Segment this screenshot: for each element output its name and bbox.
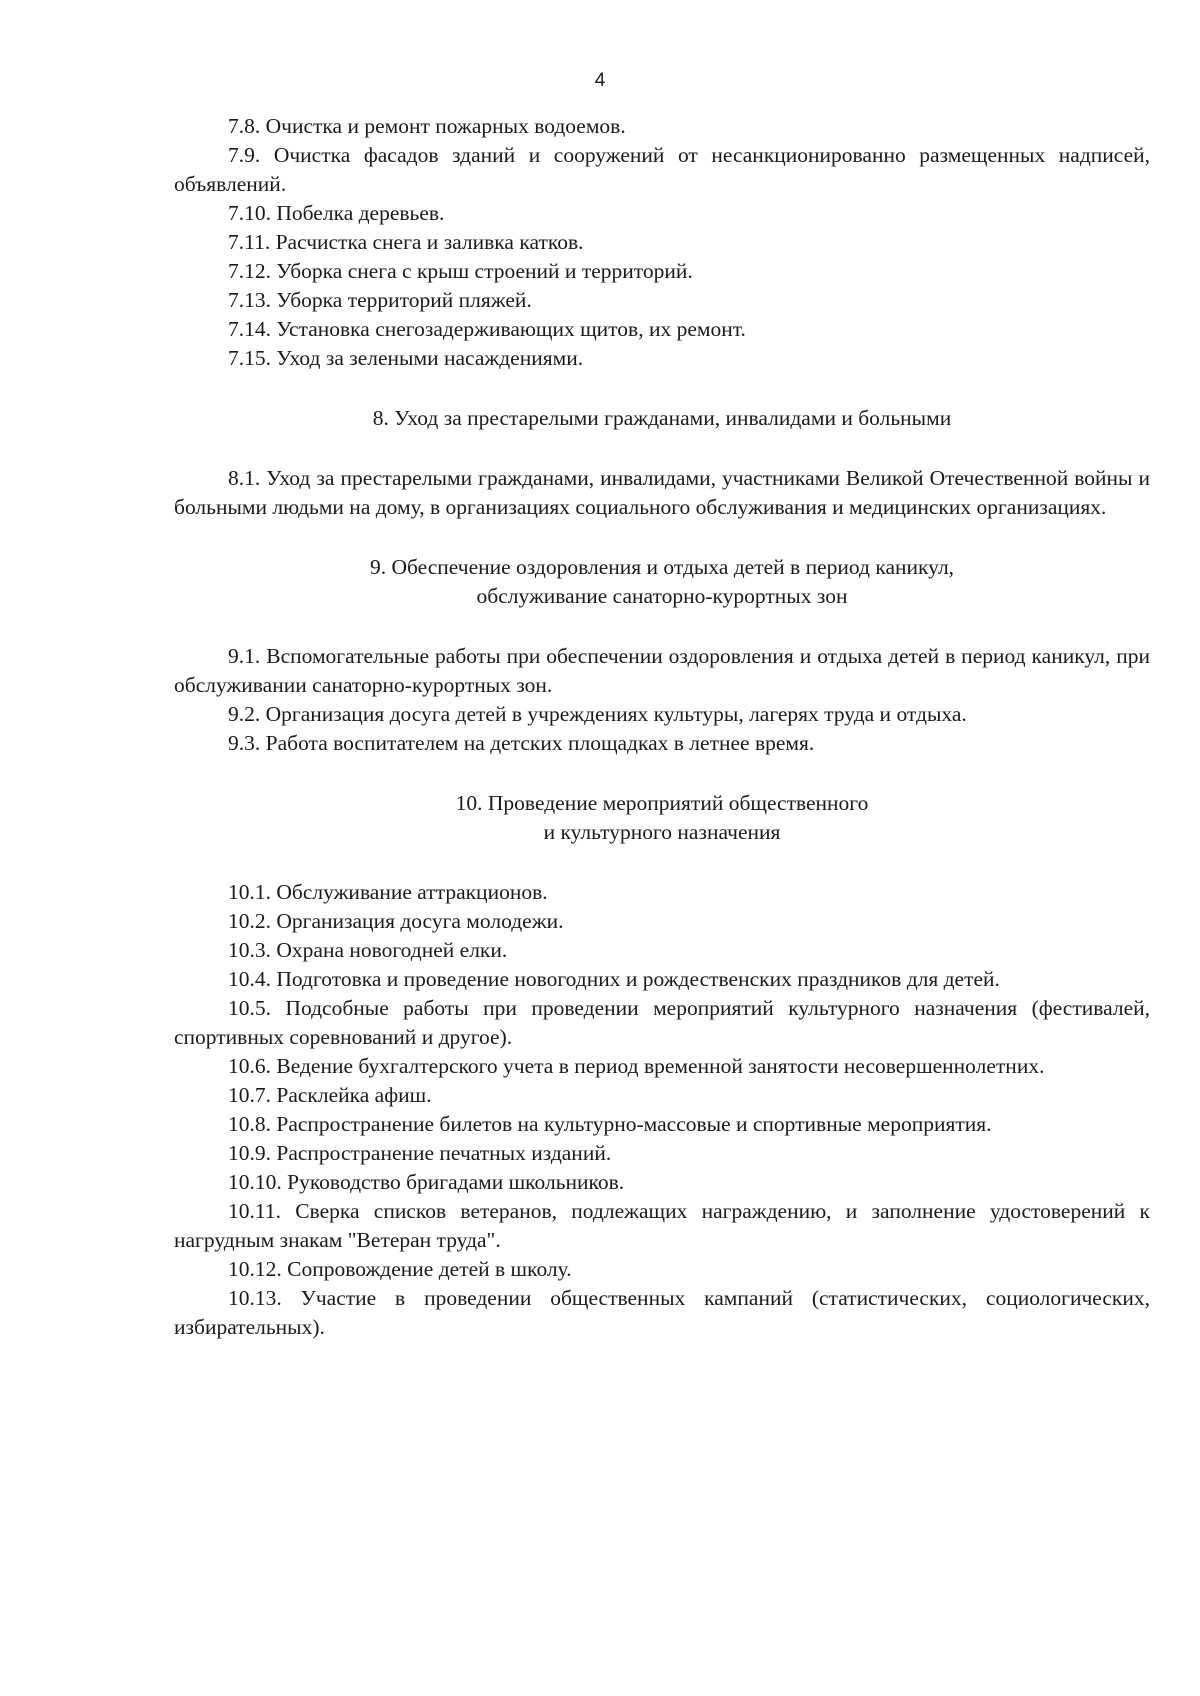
list-item-7-13: 7.13. Уборка территорий пляжей. — [228, 288, 532, 312]
section-heading-line: 9. Обеспечение оздоровления и отдыха детей в период каникул, — [369, 555, 955, 579]
section-heading-line: 8. Уход за престарелыми гражданами, инвалидами и больными — [372, 406, 952, 430]
list-item-7-9: 7.9. Очистка фасадов зданий и сооружений от несанкционированно размещенных надписей, объявлений. — [174, 143, 1150, 196]
list-item-8-1: 8.1. Уход за престарелыми гражданами, инвалидами, участниками Великой Отечественной войны и больными людьми на дому, в организациях социального обслуживания и медицинских организациях. — [174, 466, 1150, 519]
list-item-10-12: 10.12. Сопровождение детей в школу. — [228, 1257, 572, 1281]
list-item-10-6: 10.6. Ведение бухгалтерского учета в период временной занятости несовершеннолетних. — [228, 1054, 1045, 1078]
list-item-7-12: 7.12. Уборка снега с крыш строений и территорий. — [228, 259, 693, 283]
section-heading-line: обслуживание санаторно-курортных зон — [476, 584, 848, 608]
list-item-9-1: 9.1. Вспомогательные работы при обеспечении оздоровления и отдыха детей в период каникул, при обслуживании санаторно-курортных зон. — [174, 644, 1150, 697]
list-item-10-13: 10.13. Участие в проведении общественных кампаний (статистических, социологических, избирательных). — [174, 1286, 1150, 1339]
section-heading-10 — [174, 789, 1150, 847]
list-item-10-3: 10.3. Охрана новогодней елки. — [228, 938, 508, 962]
list-item-10-1: 10.1. Обслуживание аттракционов. — [228, 880, 548, 904]
list-item-7-14: 7.14. Установка снегозадерживающих щитов, их ремонт. — [228, 317, 746, 341]
section-heading-8 — [174, 404, 1150, 433]
list-item-10-8: 10.8. Распространение билетов на культурно-массовые и спортивные мероприятия. — [228, 1112, 992, 1136]
list-item-9-2: 9.2. Организация досуга детей в учреждениях культуры, лагерях труда и отдыха. — [228, 702, 967, 726]
list-item-10-11: 10.11. Сверка списков ветеранов, подлежащих награждению, и заполнение удостоверений к нагрудным знакам "Ветеран труда". — [174, 1199, 1150, 1252]
list-item-10-2: 10.2. Организация досуга молодежи. — [228, 909, 564, 933]
list-item-10-9: 10.9. Распространение печатных изданий. — [228, 1141, 612, 1165]
list-item-10-10: 10.10. Руководство бригадами школьников. — [228, 1170, 625, 1194]
section-heading-line: 10. Проведение мероприятий общественного — [455, 791, 869, 815]
list-item-7-11: 7.11. Расчистка снега и заливка катков. — [228, 230, 584, 254]
list-item-10-4: 10.4. Подготовка и проведение новогодних и рождественских праздников для детей. — [228, 967, 1000, 991]
section-heading-line: и культурного назначения — [543, 820, 781, 844]
list-item-7-15: 7.15. Уход за зелеными насаждениями. — [228, 346, 584, 370]
list-item-7-8: 7.8. Очистка и ремонт пожарных водоемов. — [228, 114, 626, 138]
page-number: 4 — [594, 70, 606, 91]
list-item-10-5: 10.5. Подсобные работы при проведении мероприятий культурного назначения (фестивалей, спортивных соревнований и другое). — [174, 996, 1150, 1049]
list-item-10-7: 10.7. Расклейка афиш. — [228, 1083, 432, 1107]
section-heading-9 — [174, 553, 1150, 611]
list-item-7-10: 7.10. Побелка деревьев. — [228, 201, 445, 225]
document-body — [174, 112, 1150, 1342]
list-item-9-3: 9.3. Работа воспитателем на детских площадках в летнее время. — [228, 731, 815, 755]
